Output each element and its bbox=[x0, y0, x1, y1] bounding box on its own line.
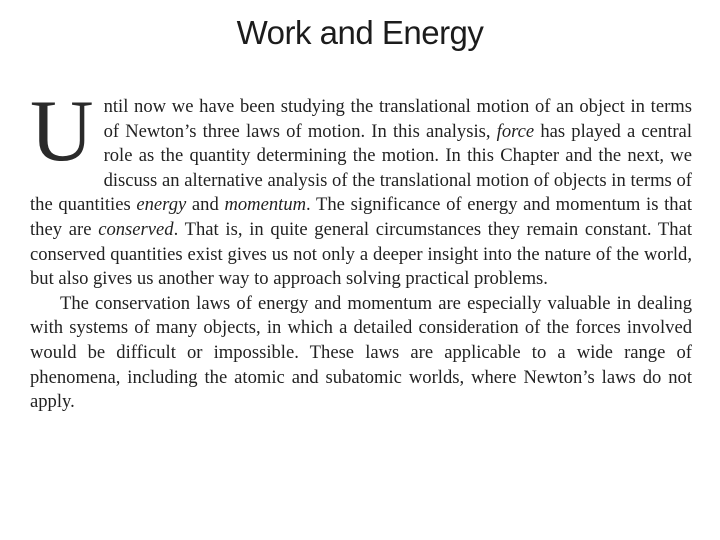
paragraph-2: The conservation laws of energy and momentum are especially valuable in dealing with systems of many objects, in which a detailed consideration of the forces involved would be difficult or impossible. These laws are applicable to a wide range of phenomena, including the atomic and subatomic worlds, where Newton’s laws do not apply. bbox=[30, 292, 692, 413]
emphasis-energy: energy bbox=[136, 194, 187, 216]
drop-cap: U bbox=[30, 83, 94, 180]
paragraph-1-text-5: . That is, in quite general circumstances they remain constant. That conserved quantities exist gives us not only a deeper insight into the nature of the world, but also gives us another way to approach solving practical problems. bbox=[30, 218, 692, 290]
paragraph-1-text-4: . The significance of energy and momentum is that they are bbox=[30, 194, 692, 240]
paragraph-1 bbox=[30, 83, 692, 292]
paragraph-1-text-2: has played a central role as the quantity determining the motion. In this Chapter and the next, we discuss an alternative analysis of the translational motion of objects in terms of the quantities bbox=[30, 120, 692, 216]
emphasis-momentum: momentum bbox=[224, 194, 307, 216]
paragraph-1-text-1: ntil now we have been studying the translational motion of an object in terms of Newton’s three laws of motion. In this analysis, bbox=[103, 96, 692, 142]
page-title: Work and Energy bbox=[236, 14, 484, 51]
emphasis-conserved: conserved bbox=[98, 218, 174, 240]
paragraph-1-text-3: and bbox=[186, 194, 225, 216]
body-text bbox=[30, 83, 692, 415]
emphasis-force: force bbox=[496, 120, 535, 142]
